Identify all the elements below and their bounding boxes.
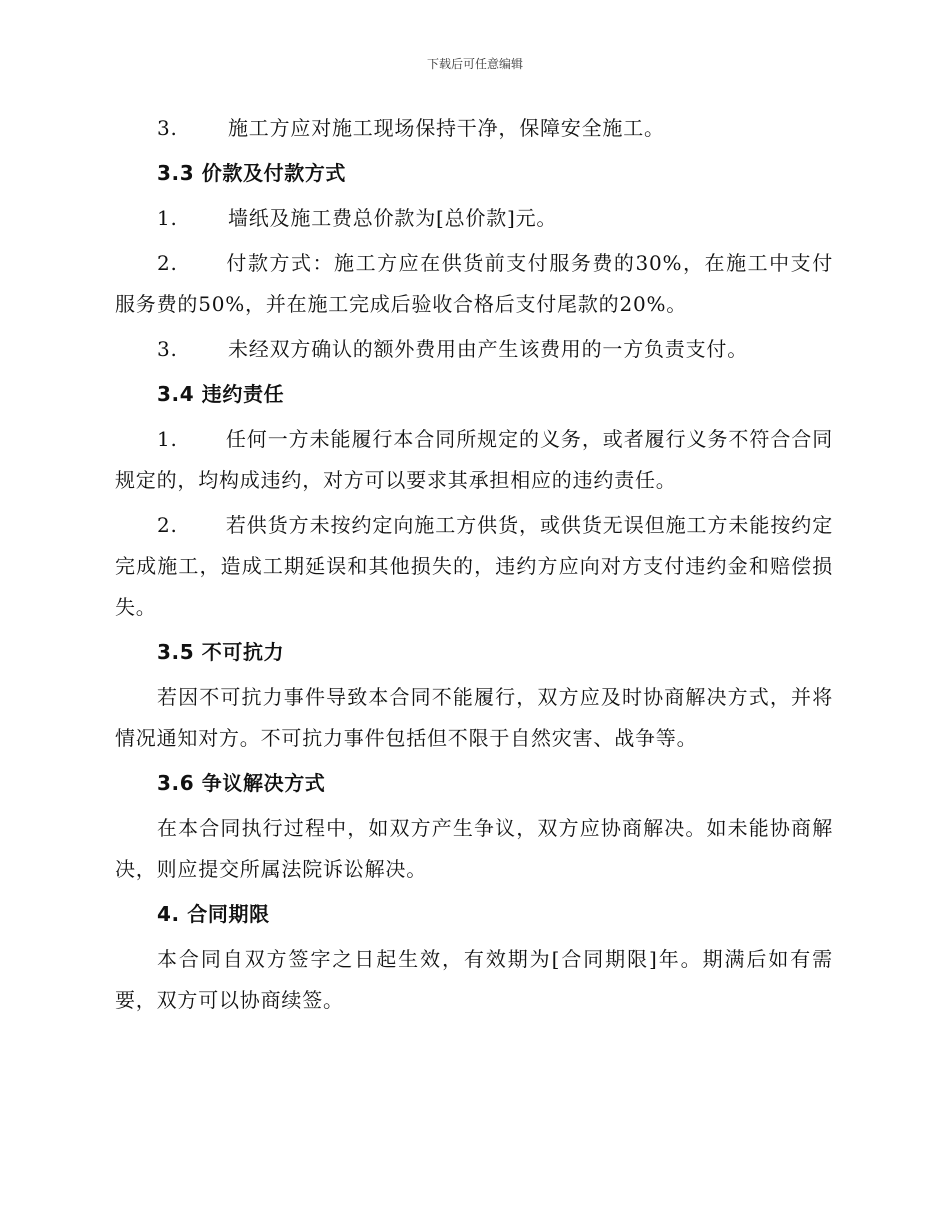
list-item xyxy=(115,329,833,370)
section-heading: 3.4 违约责任 xyxy=(157,382,285,406)
paragraph: 在本合同执行过程中，如双方产生争议，双方应协商解决。如未能协商解决，则应提交所属法院诉讼解决。 xyxy=(115,816,833,881)
section-heading: 3.5 不可抗力 xyxy=(157,640,285,664)
list-item xyxy=(115,198,833,239)
item-number: 3. xyxy=(157,116,178,140)
item-number: 3. xyxy=(157,337,178,361)
item-number: 1. xyxy=(157,206,178,230)
item-number: 2. xyxy=(157,251,178,275)
section-heading: 3.3 价款及付款方式 xyxy=(157,161,346,185)
document-body xyxy=(115,108,833,1025)
list-item xyxy=(115,505,833,628)
paragraph: 本合同自双方签字之日起生效，有效期为[合同期限]年。期满后如有需要，双方可以协商续签。 xyxy=(115,947,833,1012)
list-item xyxy=(115,108,833,149)
section-heading: 3.6 争议解决方式 xyxy=(157,771,326,795)
item-number: 1. xyxy=(157,427,178,451)
item-number: 2. xyxy=(157,513,178,537)
section-heading: 4. 合同期限 xyxy=(157,902,270,926)
paragraph: 若因不可抗力事件导致本合同不能履行，双方应及时协商解决方式，并将情况通知对方。不可抗力事件包括但不限于自然灾害、战争等。 xyxy=(115,685,833,750)
item-text: 墙纸及施工费总价款为[总价款]元。 xyxy=(228,206,558,230)
list-item xyxy=(115,419,833,501)
item-text: 若供货方未按约定向施工方供货，或供货无误但施工方未能按约定完成施工，造成工期延误和其他损失的，违约方应向对方支付违约金和赔偿损失。 xyxy=(115,513,833,619)
page-header: 下载后可任意编辑 xyxy=(426,57,523,71)
item-text: 任何一方未能履行本合同所规定的义务，或者履行义务不符合合同规定的，均构成违约，对方可以要求其承担相应的违约责任。 xyxy=(115,427,833,492)
list-item xyxy=(115,243,833,325)
item-text: 施工方应对施工现场保持干净，保障安全施工。 xyxy=(228,116,665,140)
item-text: 未经双方确认的额外费用由产生该费用的一方负责支付。 xyxy=(228,337,748,361)
item-text: 付款方式：施工方应在供货前支付服务费的30%，在施工中支付服务费的50%，并在施工完成后验收合格后支付尾款的20%。 xyxy=(115,251,833,316)
